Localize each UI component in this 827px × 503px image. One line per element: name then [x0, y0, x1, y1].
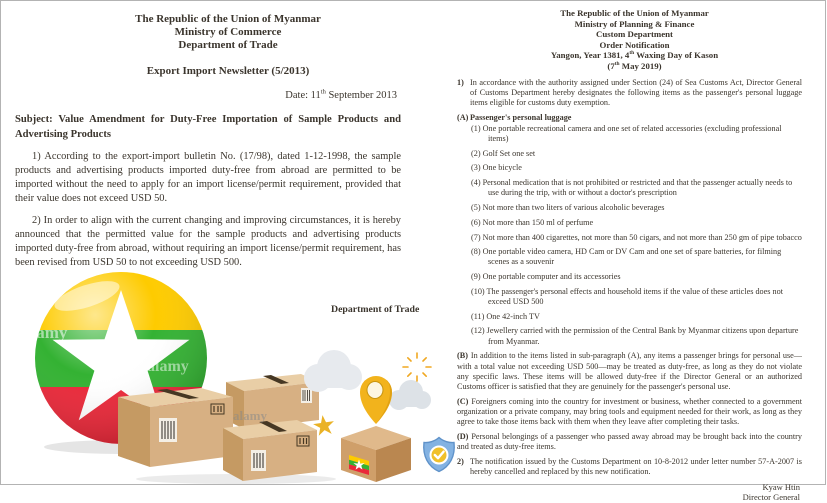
luggage-item-list [471, 124, 802, 347]
newsletter-title: Export Import Newsletter (5/2013) [146, 65, 310, 77]
signature-block [457, 482, 802, 503]
list-item: (5) Not more than two liters of various alcoholic beverages [471, 203, 665, 213]
letterhead-line: The Republic of the Union of Myanmar [560, 8, 709, 18]
section-d: (D) Personal belongings of a passenger who passed away abroad may be brought back into the country and treated as duty-free items. [457, 431, 802, 451]
date-ordinal: th [320, 88, 326, 96]
section-b: (B) In addition to the items listed in sub-paragraph (A), any items a passenger brings for personal use—with a total value not exceeding USD 500—may be treated as duty-free, as long as they do not violate any specific laws. These items will be allowed duty-free if the Director General or an authorized Customs officer is satisfied that they are genuinely for the passenger's personal use. [457, 351, 802, 391]
list-item: (9) One portable computer and its accessories [471, 272, 621, 282]
date-text: Date: 11 [285, 90, 321, 101]
watermark-text: alamy [233, 408, 267, 423]
paragraph-1: 1) According to the export-import bulletin No. (17/98), dated 1-12-1998, the sample products and advertising products imported duty-free from abroad are permitted to be imported without the need to apply for an import license/permit requirement, provided that their value does not exceed USD 50. [15, 151, 401, 204]
customs-illustration [1, 270, 471, 486]
list-item: (8) One portable video camera, HD Cam or DV Cam and one set of spare batteries, for filming scenes as a souvenir [471, 247, 782, 267]
location-pin-icon [360, 376, 392, 424]
signature-name: Kyaw Htin [762, 481, 800, 492]
sparkle-icon [403, 353, 431, 381]
letterhead-line: Ministry of Planning & Finance [574, 18, 695, 29]
letterhead-line: The Republic of the Union of Myanmar [135, 13, 321, 25]
cloud-icon [389, 380, 431, 410]
letterhead-date-line: (7th May 2019) [607, 60, 662, 71]
left-letterhead [15, 13, 401, 52]
clause-2: 2) The notification issued by the Customs Department on 10-8-2012 under letter number 57-A-2007 is hereby cancelled and replaced by this new notification. [457, 456, 802, 476]
clause-1: 1) In accordance with the authority assigned under Section (24) of Sea Customs Act, Director General of Customs Department hereby designates the following items as the passenger's personal luggage items eligible for customs duty exemption. [457, 77, 802, 107]
list-item: (10) The passenger's personal effects and household items if the value of these articles does not exceed USD 500 [471, 286, 783, 307]
watermark-text: alamy [147, 358, 189, 375]
date-line [15, 89, 401, 102]
list-item: (7) Not more than 400 cigarettes, not more than 50 cigars, and not more than 250 gm of pipe tobacco [471, 232, 802, 242]
clause-1-marker: 1) [457, 77, 464, 87]
list-item: (12) Jewellery carried with the permission of the Central Bank by Myanmar citizens upon departure from Myanmar. [471, 326, 799, 346]
list-item: (4) Personal medication that is not prohibited or restricted and that the passenger actually needs to use during the trip, with or without a doctor's prescription [471, 178, 793, 198]
right-document [414, 1, 827, 503]
list-item: (11) One 42-inch TV [471, 311, 540, 321]
letterhead-line: Ministry of Commerce [174, 26, 282, 38]
section-a-heading: (A) Passenger's personal luggage [457, 112, 572, 122]
illustration-caption: Department of Trade [331, 304, 420, 315]
subject-line: Subject: Value Amendment for Duty-Free Importation of Sample Products and Advertising Products [15, 114, 401, 140]
list-item: (3) One bicycle [471, 163, 522, 173]
clause-2-marker: 2) [457, 456, 464, 466]
letterhead-line: Custom Department [596, 29, 673, 40]
list-item: (1) One portable recreational camera and one set of related accessories (excluding professional items) [471, 123, 782, 144]
watermark-text: alamy [23, 323, 68, 342]
parcel-cube-icon [341, 426, 411, 482]
letterhead-line: Department of Trade [178, 39, 278, 51]
cloud-icon [304, 350, 362, 392]
paragraph-2: 2) In order to align with the current changing and improving circumstances, it is hereby announced that the permitted value for the sample products and advertising products imported duty-free from abroad, without requiring an import license/permit requirement, has been revised from USD 50 to not exceeding USD 500. [15, 215, 401, 268]
letterhead-date-line: Yangon, Year 1381, 4th Waxing Day of Kason [550, 50, 719, 61]
shield-check-icon [424, 438, 454, 472]
letterhead-line: Order Notification [599, 39, 670, 50]
list-item: (2) Golf Set one set [471, 148, 536, 158]
section-c: (C) Foreigners coming into the country for investment or business, whether connected to a government organization or a private company, may bring tools and equipment needed for their work, as long as they agree to take those items back with them when they leave after completing their tasks. [457, 396, 802, 427]
right-letterhead [457, 8, 802, 72]
list-item: (6) Not more than 150 ml of perfume [471, 217, 594, 227]
signature-title: Director General [742, 492, 800, 503]
date-text: September 2013 [325, 90, 397, 101]
